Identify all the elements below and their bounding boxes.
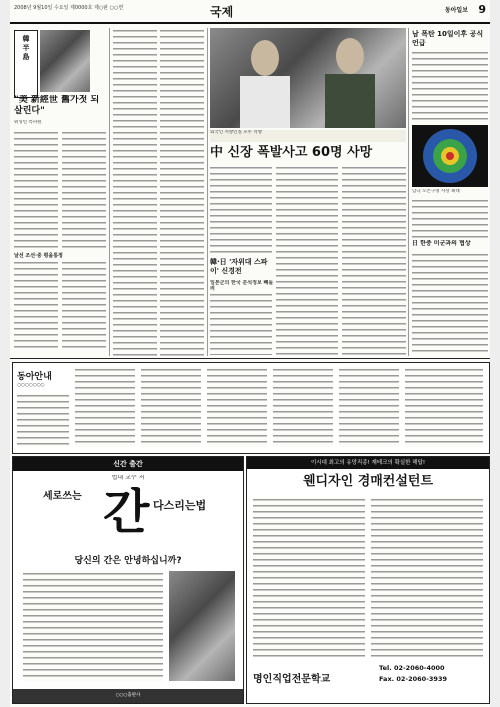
donga-guide-title: 동아안내	[17, 372, 52, 382]
columnist-photo	[40, 30, 90, 92]
page-header	[10, 0, 490, 24]
story-text-b	[276, 165, 338, 355]
donga-guide-sub: ○○○○○○○	[17, 383, 45, 388]
issue-date: 2008년 9월10일 수요일 제0000호 제○판 ○○면	[14, 5, 124, 11]
left-byline: 워싱턴 특파원	[14, 120, 42, 125]
donga-classifieds-box	[12, 362, 490, 454]
wendy-top-line: 이시대 최고의 유망직종! 재테크의 확실한 해답!	[247, 457, 489, 469]
classified-cell-4	[207, 367, 267, 447]
right-text-a	[412, 50, 488, 122]
school-contact	[379, 663, 483, 685]
classified-cell-5	[273, 367, 333, 447]
left-article-text-d	[62, 260, 106, 352]
classified-cell-3	[141, 367, 201, 447]
ad-footer: ○○○출판사	[13, 689, 243, 703]
story-text-a	[210, 165, 272, 255]
classified-cell-2	[75, 367, 135, 447]
story-text-d	[210, 292, 272, 355]
section-title: 국제	[210, 5, 234, 19]
wendy-title: 웬디자인 경매컨설턴트	[302, 474, 434, 489]
right-subhead-2: 日 한중 미군과의 협상	[412, 240, 471, 247]
classified-cell-7	[405, 367, 483, 447]
left-article-text-c	[14, 260, 58, 352]
page-number: 9	[478, 3, 486, 16]
right-text-c	[412, 252, 488, 355]
globe-caption: 남극 오존구멍 사상 최대	[412, 189, 460, 194]
ad-author: 법대 교수 저	[111, 475, 145, 481]
left-article-text-b	[62, 130, 106, 250]
classified-cell-1	[17, 393, 69, 447]
ad-title-1: 세로쓰는	[43, 491, 82, 502]
wendy-body-left	[253, 497, 365, 657]
newspaper-page	[10, 0, 490, 707]
classified-cell-6	[339, 367, 399, 447]
left-headline: "美 新經世 舊가젓 되살린다"	[14, 95, 100, 116]
ad-title-big: 간	[103, 487, 150, 537]
ad-body-text	[23, 571, 163, 681]
story-subhead-1: 韓·日 '자위대 스파이' 신경전	[210, 258, 268, 275]
auction-consultant-ad	[246, 456, 490, 704]
wendy-body-right	[371, 497, 483, 657]
left-article-text-a	[14, 130, 58, 250]
ozone-globe-image	[412, 125, 488, 187]
story-text-c	[342, 165, 406, 355]
column-badge: 韓 半 島	[14, 30, 38, 98]
paper-name: 동아일보	[444, 7, 468, 14]
story-subhead-2: 일본군의 한국 분석정보 빼돌려	[210, 280, 274, 292]
right-headline: 남 폭탄 10일이후 공식언급	[412, 30, 484, 47]
fax-number: Fax. 02-2060-3939	[379, 675, 447, 683]
mid-column-text-a	[113, 28, 157, 356]
ad-title-2: 다스리는법	[153, 499, 207, 512]
photo-figures	[210, 28, 406, 128]
mid-column-text-b	[160, 28, 204, 356]
phone-number: Tel. 02-2060-4000	[379, 664, 445, 672]
ad-tag: 신간 출간	[13, 457, 243, 471]
ad-question: 당신의 간은 안녕하십니까?	[74, 556, 182, 566]
book-cover-image	[169, 571, 235, 681]
main-headline: 中 신장 폭발사고 60명 사망	[210, 145, 373, 160]
photo-caption: 외국인 서방인질 모두 석방	[210, 130, 406, 142]
liver-book-ad	[12, 456, 244, 704]
hostage-photo	[210, 28, 406, 128]
left-subhead: 날선 조선·중 평을통정	[14, 253, 63, 259]
right-text-b	[412, 198, 488, 238]
school-name: 명인직업전문학교	[253, 674, 331, 685]
